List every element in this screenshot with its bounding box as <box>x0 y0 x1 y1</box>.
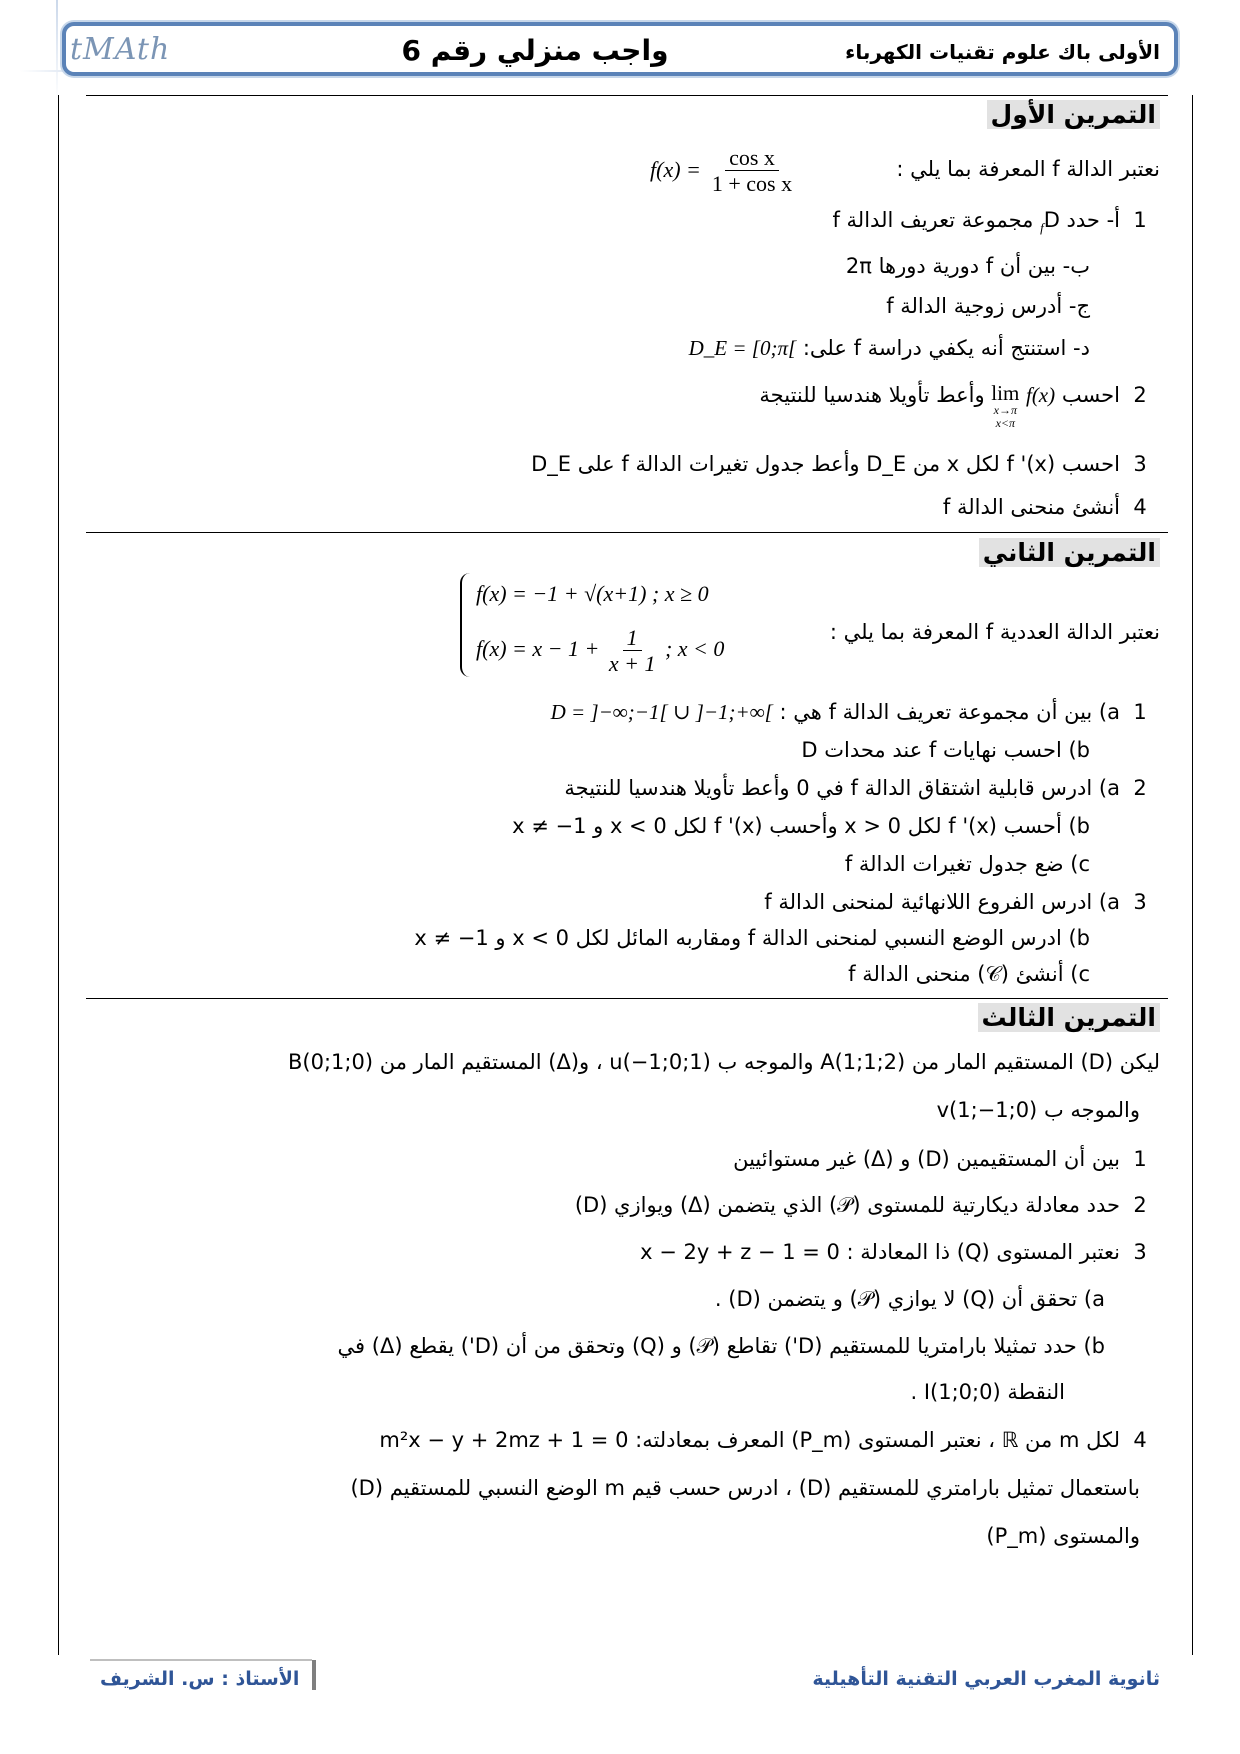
fraction: $\frac{\text{cos x}}{\text{1 + cos x}}$ <box>711 145 793 197</box>
question-3b: b) ادرس الوضع النسبي لمنحنى الدالة f ومقاربه المائل لكل x < 0 و x ≠ −1 <box>414 926 1090 950</box>
piecewise-function: f(x) = −1 + √(x+1) ; x ≥ 0 f(x) = x − 1 + $\frac{1}{x + 1}$ ; x < 0 <box>460 573 742 677</box>
page-title: واجب منزلي رقم 6 <box>401 34 669 67</box>
question-4: 4 أنشئ منحنى الدالة f <box>942 495 1147 519</box>
question-1: 1 بين أن المستقيمين (D) و (Δ) غير مستوائيين <box>733 1147 1147 1171</box>
exercise-2-title: التمرين الثاني <box>979 538 1160 567</box>
question-4-cont: باستعمال تمثيل بارامتري للمستقيم (D) ، ادرس حسب قيم m الوضع النسبي للمستقيم (D) <box>350 1476 1140 1500</box>
exercise-2-intro: نعتبر الدالة العددية f المعرفة بما يلي : <box>829 620 1160 644</box>
question-3a: a) تحقق أن (Q) لا يوازي (𝒫) و يتضمن (D) . <box>714 1287 1105 1311</box>
exercise-1 <box>0 0 1240 540</box>
school-name: ثانوية المغرب العربي التقنية التأهيلية <box>812 1668 1160 1690</box>
question-2b: b) أحسب f '(x) لكل x > 0 وأحسب f '(x) لكل x < 0 و x ≠ −1 <box>512 814 1090 838</box>
exercise-3-intro: ليكن (D) المستقيم المار من A(1;1;2) والموجه ب u(−1;0;1) ، و(Δ) المستقيم المار من B(0;1;0) <box>288 1050 1160 1074</box>
question-4-cont: والمستوى (P_m) <box>986 1524 1140 1548</box>
question-1c: ج- أدرس زوجية الدالة f <box>886 294 1090 318</box>
question-3: 3 نعتبر المستوى (Q) ذا المعادلة : x − 2y + z − 1 = 0 <box>640 1240 1147 1264</box>
question-1b: b) احسب نهايات f عند محدات D <box>801 738 1090 762</box>
question-4: 4 لكل m من ℝ ، نعتبر المستوى (P_m) المعرف بمعادلته: m²x − y + 2mz + 1 = 0 <box>379 1428 1147 1452</box>
question-1a: 1 a) بين أن مجموعة تعريف الدالة f هي : D = ]−∞;−1[ ∪ ]−1;+∞[ <box>550 700 1147 724</box>
question-3b: b) حدد تمثيلا بارامتريا للمستقيم (D') تقاطع (𝒫) و (Q) وتحقق من أن (D') يقطع (Δ) في <box>337 1334 1105 1358</box>
exercise-3-intro-cont: والموجه ب v(1;−1;0) <box>936 1098 1140 1122</box>
exercise-1-title: التمرين الأول <box>987 100 1160 129</box>
divider <box>86 998 1168 999</box>
footer-decoration <box>90 1659 312 1661</box>
limit: lim x→π x<π <box>991 381 1020 431</box>
fraction: $\frac{1}{x + 1}$ <box>608 625 656 677</box>
question-3: 3 احسب f '(x) لكل x من D_E وأعط جدول تغيرات الدالة f على D_E <box>531 452 1147 476</box>
question-1b: ب- بين أن f دورية دورها 2π <box>845 254 1090 278</box>
footer-separator <box>312 1660 316 1690</box>
exercise-3-title: التمرين الثالث <box>978 1003 1160 1032</box>
question-2c: c) ضع جدول تغيرات الدالة f <box>844 852 1090 876</box>
function-definition: f(x) = $\frac{\text{cos x}}{\text{1 + cos x}}$ <box>650 145 796 197</box>
class-label: الأولى باك علوم تقنيات الكهرباء <box>845 40 1160 64</box>
logo: tMAth <box>70 32 171 67</box>
question-2: 2 احسب f(x) lim x→π x<π وأعط تأويلا هندسيا للنتيجة <box>759 381 1147 431</box>
question-1d: د- استنتج أنه يكفي دراسة f على: D_E = [0;π[ <box>688 336 1090 360</box>
question-3c: c) أنشئ (𝒞) منحنى الدالة f <box>848 962 1090 986</box>
question-1a: 1 أ- حدد $D_f$ مجموعة تعريف الدالة f <box>832 208 1147 236</box>
question-3a: 3 a) ادرس الفروع اللانهائية لمنحنى الدالة f <box>764 890 1147 914</box>
question-2a: 2 a) ادرس قابلية اشتقاق الدالة f في 0 وأعط تأويلا هندسيا للنتيجة <box>564 776 1147 800</box>
teacher-name: الأستاذ : س. الشريف <box>100 1668 300 1690</box>
exercise-1-intro: نعتبر الدالة f المعرفة بما يلي : <box>896 157 1160 181</box>
question-3b-cont: النقطة I(1;0;0) . <box>910 1380 1065 1404</box>
question-2: 2 حدد معادلة ديكارتية للمستوى (𝒫) الذي يتضمن (Δ) ويوازي (D) <box>574 1193 1147 1217</box>
